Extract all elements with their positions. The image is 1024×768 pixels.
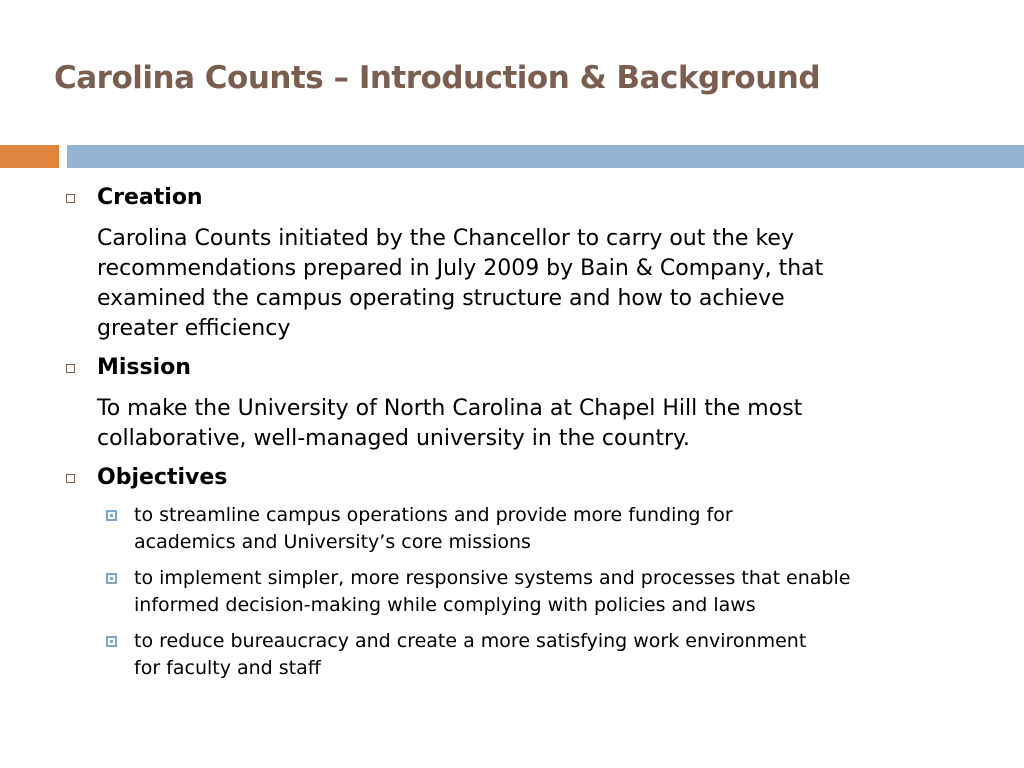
square-bullet-icon bbox=[66, 364, 75, 373]
objective-item bbox=[134, 502, 994, 556]
filled-square-bullet-icon bbox=[106, 573, 117, 584]
body-line: collaborative, well-managed university in the country. bbox=[97, 426, 690, 451]
body-line: recommendations prepared in July 2009 by Bain & Company, that bbox=[97, 256, 824, 281]
body-line: Carolina Counts initiated by the Chancellor to carry out the key bbox=[97, 226, 794, 251]
square-bullet-icon bbox=[66, 194, 75, 203]
filled-square-bullet-icon bbox=[106, 510, 117, 521]
filled-square-bullet-icon bbox=[106, 636, 117, 647]
body-line: To make the University of North Carolina at Chapel Hill the most bbox=[97, 396, 803, 421]
section-body-creation bbox=[97, 224, 967, 344]
objective-line: to reduce bureaucracy and create a more satisfying work environment bbox=[134, 630, 807, 652]
objective-line: academics and University’s core missions bbox=[134, 531, 531, 553]
body-line: greater efficiency bbox=[97, 316, 291, 341]
body-line: examined the campus operating structure and how to achieve bbox=[97, 286, 785, 311]
section-body-mission bbox=[97, 394, 967, 454]
objective-line: to streamline campus operations and provide more funding for bbox=[134, 504, 733, 526]
section-heading-creation: Creation bbox=[97, 185, 203, 210]
section-heading-objectives: Objectives bbox=[97, 465, 228, 490]
square-bullet-icon bbox=[66, 474, 75, 483]
objective-line: for faculty and staff bbox=[134, 657, 321, 679]
section-heading-mission: Mission bbox=[97, 355, 191, 380]
objective-item bbox=[134, 628, 994, 682]
slide-title: Carolina Counts – Introduction & Background bbox=[54, 60, 821, 96]
objective-line: to implement simpler, more responsive systems and processes that enable bbox=[134, 567, 851, 589]
objective-line: informed decision-making while complying with policies and laws bbox=[134, 594, 756, 616]
objective-item bbox=[134, 565, 994, 619]
